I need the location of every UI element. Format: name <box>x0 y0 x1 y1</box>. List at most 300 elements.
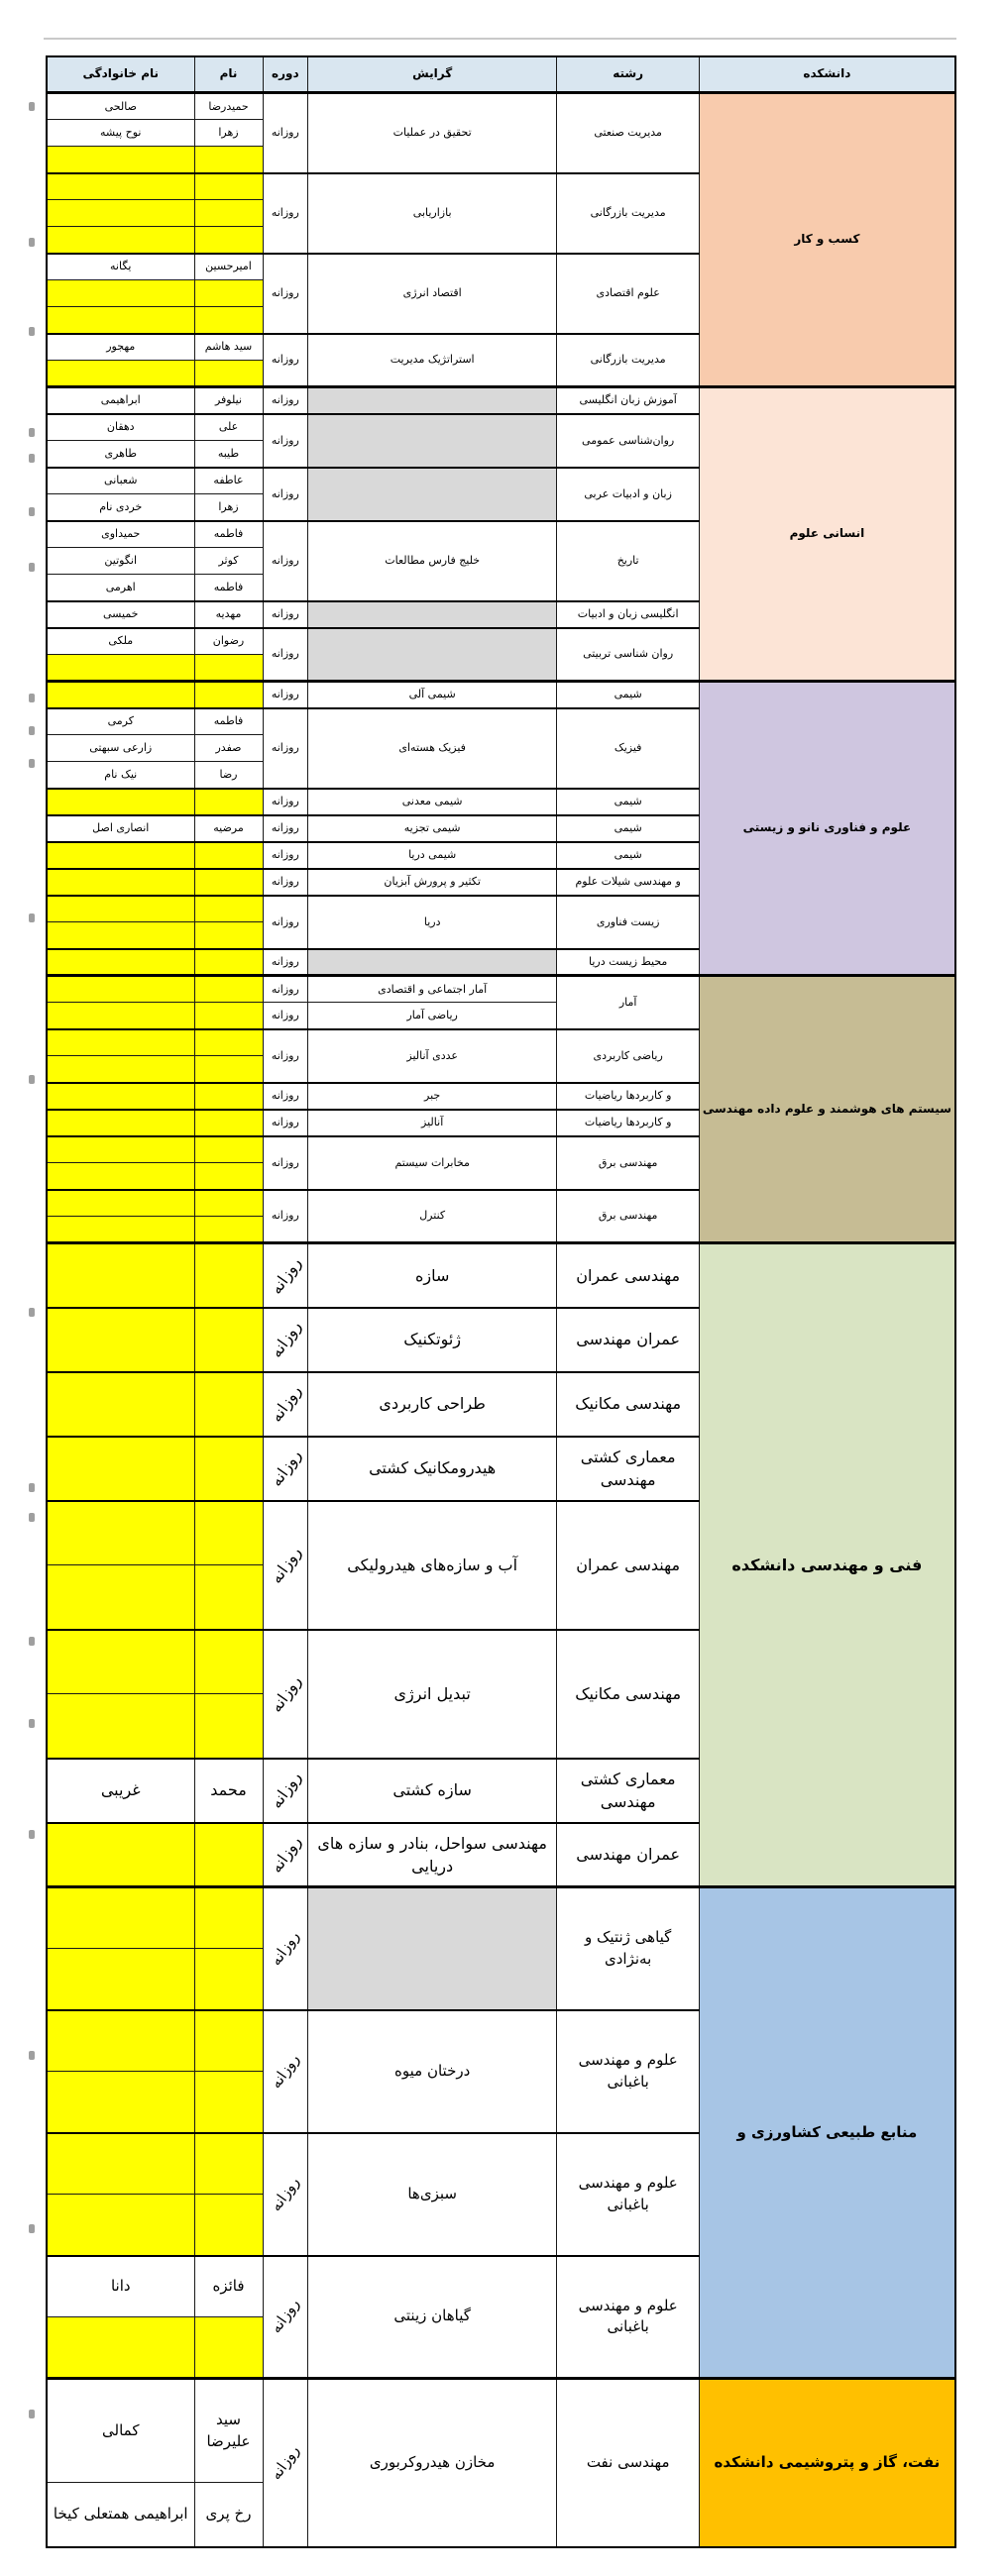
major-cell: آمار <box>557 976 700 1029</box>
col-header-faculty: دانشکده <box>700 56 955 93</box>
first-name-cell <box>194 200 263 227</box>
first-name-cell: مرضیه <box>194 815 263 842</box>
period-cell <box>263 1136 308 1190</box>
first-name-cell: رضا <box>194 762 263 789</box>
last-name-cell <box>47 682 194 708</box>
specialization-cell: سبزی‌ها <box>308 2133 557 2256</box>
margin-artifact <box>29 102 35 111</box>
period-cell <box>263 173 308 254</box>
first-name-cell <box>194 1630 263 1694</box>
period-cell <box>263 414 308 468</box>
first-name-cell <box>194 869 263 896</box>
margin-artifact <box>29 726 35 735</box>
period-label: روزانه <box>271 954 299 968</box>
last-name-cell <box>47 1437 194 1501</box>
period-cell <box>263 1110 308 1136</box>
margin-artifact <box>29 2051 35 2060</box>
period-label: روزانه <box>266 1927 303 1970</box>
period-label: روزانه <box>271 875 299 889</box>
period-label: روزانه <box>266 2295 303 2337</box>
last-name-cell <box>47 1949 194 2010</box>
first-name-cell <box>194 2195 263 2256</box>
first-name-cell: علی <box>194 414 263 441</box>
period-cell <box>263 976 308 1003</box>
major-cell: مهندسی عمران <box>557 1501 700 1630</box>
first-name-cell <box>194 2317 263 2379</box>
col-header-period: دوره <box>263 56 308 93</box>
specialization-cell <box>308 949 557 976</box>
specialization-cell <box>308 387 557 414</box>
major-cell: مهندسی عمران <box>557 1243 700 1308</box>
period-cell <box>263 708 308 789</box>
first-name-cell <box>194 1136 263 1163</box>
last-name-cell <box>47 2133 194 2195</box>
last-name-cell <box>47 147 194 173</box>
major-cell: فیزیک <box>557 708 700 789</box>
period-cell <box>263 869 308 896</box>
margin-artifact <box>29 1637 35 1646</box>
period-cell <box>263 1029 308 1083</box>
specialization-cell: هیدرومکانیک کشتی <box>308 1437 557 1501</box>
period-label: روزانه <box>271 286 299 300</box>
major-cell: و کاربردها ریاضیات <box>557 1083 700 1110</box>
specialization-cell: مخابرات سیستم <box>308 1136 557 1190</box>
specialization-cell: شیمی معدنی <box>308 789 557 815</box>
first-name-cell <box>194 1823 263 1887</box>
period-label: روزانه <box>271 393 299 407</box>
last-name-cell: ابراهیمی همتعلی کیخا <box>47 2483 194 2547</box>
first-name-cell <box>194 1949 263 2010</box>
margin-artifact <box>29 2224 35 2233</box>
period-label: روزانه <box>271 126 299 140</box>
col-header-first-name: نام <box>194 56 263 93</box>
last-name-cell: ابراهیمی <box>47 387 194 414</box>
header-row <box>47 56 955 93</box>
table-body <box>47 93 955 2547</box>
col-header-last-name: نام خانوادگی <box>47 56 194 93</box>
period-cell <box>263 789 308 815</box>
specialization-cell: آنالیز <box>308 1110 557 1136</box>
period-label: روزانه <box>271 688 299 701</box>
last-name-cell: نوح پیشه <box>47 120 194 147</box>
major-cell: علوم و مهندسی باغبانی <box>557 2256 700 2379</box>
major-cell: علوم و مهندسی باغبانی <box>557 2010 700 2133</box>
last-name-cell <box>47 1217 194 1243</box>
specialization-cell <box>308 1887 557 2010</box>
first-name-cell: عاطفه <box>194 468 263 494</box>
period-cell <box>263 1243 308 1308</box>
major-cell: و مهندسی شیلات علوم <box>557 869 700 896</box>
margin-artifact <box>29 694 35 702</box>
first-name-cell <box>194 1003 263 1029</box>
last-name-cell: مهجور <box>47 334 194 361</box>
last-name-cell: یگانه <box>47 254 194 280</box>
first-name-cell <box>194 896 263 922</box>
specialization-cell <box>308 628 557 682</box>
period-cell <box>263 1308 308 1372</box>
period-label: روزانه <box>266 1671 305 1716</box>
first-name-cell: فاطمه <box>194 575 263 601</box>
margin-artifact <box>29 327 35 336</box>
period-cell <box>263 1501 308 1630</box>
major-cell: مهندسی مکانیک <box>557 1630 700 1759</box>
major-cell: علوم و مهندسی باغبانی <box>557 2133 700 2256</box>
faculty-cell: انسانی علوم <box>700 387 955 682</box>
margin-artifact <box>29 1075 35 1084</box>
table-row <box>47 682 955 708</box>
period-cell <box>263 1823 308 1887</box>
period-label: روزانه <box>271 848 299 862</box>
period-cell <box>263 1083 308 1110</box>
last-name-cell <box>47 1501 194 1565</box>
first-name-cell <box>194 2010 263 2072</box>
last-name-cell <box>47 896 194 922</box>
major-cell: گیاهی ژنتیک و به‌نژادی <box>557 1887 700 2010</box>
last-name-cell <box>47 976 194 1003</box>
last-name-cell <box>47 1163 194 1190</box>
major-cell: عمران مهندسی <box>557 1823 700 1887</box>
table-row <box>47 93 955 120</box>
major-cell: معماری کشتی مهندسی <box>557 1759 700 1823</box>
period-label: روزانه <box>266 2173 303 2214</box>
last-name-cell: نیک نام <box>47 762 194 789</box>
col-header-spec: گرایش <box>308 56 557 93</box>
first-name-cell: محمد <box>194 1759 263 1823</box>
first-name-cell: فاطمه <box>194 521 263 548</box>
first-name-cell: امیرحسین <box>194 254 263 280</box>
period-label: روزانه <box>266 1317 305 1362</box>
period-label: روزانه <box>266 1768 305 1813</box>
first-name-cell <box>194 1565 263 1630</box>
specialization-cell: سازه <box>308 1243 557 1308</box>
first-name-cell <box>194 361 263 387</box>
period-label: روزانه <box>266 1543 305 1587</box>
major-cell: مدیریت بازرگانی <box>557 334 700 387</box>
period-label: روزانه <box>266 1832 305 1877</box>
first-name-cell: مهدیه <box>194 601 263 628</box>
period-label: روزانه <box>271 607 299 621</box>
specialization-cell: دریا <box>308 896 557 949</box>
period-label: روزانه <box>266 1446 305 1491</box>
period-cell <box>263 1437 308 1501</box>
last-name-cell <box>47 2195 194 2256</box>
specialization-cell: تحقیق در عملیات <box>308 93 557 173</box>
first-name-cell: طیبه <box>194 441 263 468</box>
specialization-cell: فیزیک هسته‌ای <box>308 708 557 789</box>
period-label: روزانه <box>271 1209 299 1223</box>
period-label: روزانه <box>271 1155 299 1169</box>
period-cell <box>263 254 308 334</box>
table-row <box>47 1243 955 1308</box>
period-label: روزانه <box>266 1253 305 1298</box>
last-name-cell <box>47 2072 194 2133</box>
period-label: روزانه <box>271 821 299 835</box>
table-row <box>47 387 955 414</box>
last-name-cell <box>47 1565 194 1630</box>
first-name-cell <box>194 1887 263 1949</box>
period-cell <box>263 815 308 842</box>
last-name-cell <box>47 1372 194 1437</box>
specialization-cell: درختان میوه <box>308 2010 557 2133</box>
first-name-cell <box>194 1501 263 1565</box>
specialization-cell: تکثیر و پرورش آبزیان <box>308 869 557 896</box>
last-name-cell <box>47 1823 194 1887</box>
first-name-cell: کوثر <box>194 548 263 575</box>
major-cell: انگلیسی زبان و ادبیات <box>557 601 700 628</box>
last-name-cell: ملکی <box>47 628 194 655</box>
last-name-cell <box>47 1056 194 1083</box>
major-cell: روان شناسی تربیتی <box>557 628 700 682</box>
major-cell: آموزش زبان انگلیسی <box>557 387 700 414</box>
first-name-cell <box>194 1083 263 1110</box>
last-name-cell <box>47 173 194 200</box>
first-name-cell <box>194 682 263 708</box>
last-name-cell <box>47 227 194 254</box>
period-label: روزانه <box>271 353 299 367</box>
first-name-cell <box>194 2072 263 2133</box>
period-label: روزانه <box>271 1008 299 1021</box>
last-name-cell: کمالی <box>47 2379 194 2483</box>
last-name-cell <box>47 789 194 815</box>
specialization-cell: شیمی تجزیه <box>308 815 557 842</box>
first-name-cell <box>194 1308 263 1372</box>
last-name-cell <box>47 1630 194 1694</box>
margin-artifact <box>29 1483 35 1492</box>
period-cell <box>263 601 308 628</box>
specialization-cell: آب و سازه‌های هیدرولیکی <box>308 1501 557 1630</box>
last-name-cell: صالحی <box>47 93 194 120</box>
margin-artifact <box>29 1513 35 1522</box>
major-cell: معماری کشتی مهندسی <box>557 1437 700 1501</box>
first-name-cell: زهرا <box>194 120 263 147</box>
last-name-cell <box>47 2317 194 2379</box>
period-cell <box>263 1190 308 1243</box>
first-name-cell: نیلوفر <box>194 387 263 414</box>
period-cell <box>263 1887 308 2010</box>
period-cell <box>263 2379 308 2547</box>
major-cell: شیمی <box>557 682 700 708</box>
table-row <box>47 1887 955 1949</box>
period-label: روزانه <box>271 206 299 220</box>
period-cell <box>263 2010 308 2133</box>
first-name-cell <box>194 1110 263 1136</box>
first-name-cell <box>194 1243 263 1308</box>
specialization-cell: بازاریابی <box>308 173 557 254</box>
specialization-cell: کنترل <box>308 1190 557 1243</box>
period-cell <box>263 521 308 601</box>
period-label: روزانه <box>271 982 299 996</box>
first-name-cell <box>194 1056 263 1083</box>
period-cell <box>263 2133 308 2256</box>
margin-artifact <box>29 1719 35 1728</box>
margin-artifact <box>29 428 35 437</box>
first-name-cell <box>194 2133 263 2195</box>
first-name-cell <box>194 976 263 1003</box>
cropped-row-divider <box>44 38 956 40</box>
first-name-cell <box>194 1372 263 1437</box>
major-cell: مهندسی مکانیک <box>557 1372 700 1437</box>
margin-artifact <box>29 913 35 922</box>
table-row <box>47 2379 955 2483</box>
major-cell: ریاضی کاربردی <box>557 1029 700 1083</box>
faculty-cell: منابع طبیعی کشاورزی و <box>700 1887 955 2379</box>
first-name-cell: رخ پری <box>194 2483 263 2547</box>
period-label: روزانه <box>266 2050 303 2092</box>
first-name-cell <box>194 173 263 200</box>
first-name-cell <box>194 147 263 173</box>
major-cell: شیمی <box>557 789 700 815</box>
faculty-cell: کسب و کار <box>700 93 955 387</box>
last-name-cell: دانا <box>47 2256 194 2317</box>
last-name-cell: حمیداوی <box>47 521 194 548</box>
first-name-cell <box>194 227 263 254</box>
last-name-cell <box>47 1243 194 1308</box>
first-name-cell <box>194 1217 263 1243</box>
specialization-cell: جبر <box>308 1083 557 1110</box>
first-name-cell <box>194 1437 263 1501</box>
last-name-cell: کرمی <box>47 708 194 735</box>
major-cell: عمران مهندسی <box>557 1308 700 1372</box>
first-name-cell: حمیدرضا <box>194 93 263 120</box>
specialization-cell: تبدیل انرژی <box>308 1630 557 1759</box>
first-name-cell <box>194 1029 263 1056</box>
admissions-table <box>46 55 956 2548</box>
first-name-cell <box>194 922 263 949</box>
period-cell <box>263 1372 308 1437</box>
margin-artifact <box>29 2410 35 2418</box>
major-cell: زبان و ادبیات عربی <box>557 468 700 521</box>
first-name-cell <box>194 307 263 334</box>
last-name-cell <box>47 1694 194 1759</box>
last-name-cell: اهرمی <box>47 575 194 601</box>
last-name-cell <box>47 1136 194 1163</box>
faculty-cell: فنی و مهندسی دانشکده <box>700 1243 955 1887</box>
period-cell <box>263 1003 308 1029</box>
last-name-cell <box>47 1308 194 1372</box>
last-name-cell <box>47 1190 194 1217</box>
last-name-cell <box>47 949 194 976</box>
period-cell <box>263 949 308 976</box>
period-cell <box>263 334 308 387</box>
period-label: روزانه <box>271 914 299 928</box>
last-name-cell <box>47 869 194 896</box>
period-cell <box>263 387 308 414</box>
last-name-cell: خردی نام <box>47 494 194 521</box>
first-name-cell: زهرا <box>194 494 263 521</box>
first-name-cell <box>194 280 263 307</box>
specialization-cell: استراتژیک مدیریت <box>308 334 557 387</box>
period-cell <box>263 93 308 173</box>
major-cell: مهندسی برق <box>557 1190 700 1243</box>
period-label: روزانه <box>271 795 299 808</box>
last-name-cell: دهقان <box>47 414 194 441</box>
specialization-cell: مهندسی سواحل، بنادر و سازه های دریایی <box>308 1823 557 1887</box>
period-cell <box>263 842 308 869</box>
specialization-cell <box>308 601 557 628</box>
last-name-cell <box>47 1887 194 1949</box>
last-name-cell <box>47 1003 194 1029</box>
major-cell: محیط زیست دریا <box>557 949 700 976</box>
major-cell: شیمی <box>557 842 700 869</box>
period-label: روزانه <box>271 741 299 755</box>
last-name-cell: خمیسی <box>47 601 194 628</box>
last-name-cell <box>47 2010 194 2072</box>
admissions-table-wrap <box>46 55 956 2548</box>
faculty-cell: سیستم های هوشمند و علوم داده مهندسی <box>700 976 955 1243</box>
major-cell: شیمی <box>557 815 700 842</box>
major-cell: تاریخ <box>557 521 700 601</box>
last-name-cell: انصاری اصل <box>47 815 194 842</box>
first-name-cell: رضوان <box>194 628 263 655</box>
major-cell: مهندسی نفت <box>557 2379 700 2547</box>
margin-artifact <box>29 1830 35 1839</box>
last-name-cell: انگوتین <box>47 548 194 575</box>
first-name-cell <box>194 1163 263 1190</box>
major-cell: و کاربردها ریاضیات <box>557 1110 700 1136</box>
margin-artifact <box>29 563 35 572</box>
first-name-cell <box>194 949 263 976</box>
last-name-cell: شعبانی <box>47 468 194 494</box>
col-header-major: رشته <box>557 56 700 93</box>
specialization-cell: شیمی آلی <box>308 682 557 708</box>
last-name-cell: زارعی سبهتی <box>47 735 194 762</box>
period-label: روزانه <box>271 486 299 500</box>
last-name-cell: طاهری <box>47 441 194 468</box>
period-label: روزانه <box>271 433 299 447</box>
first-name-cell: سید علیرضا <box>194 2379 263 2483</box>
specialization-cell <box>308 414 557 468</box>
period-cell <box>263 468 308 521</box>
last-name-cell <box>47 1029 194 1056</box>
period-cell <box>263 2256 308 2379</box>
period-cell <box>263 896 308 949</box>
faculty-cell: نفت، گاز و پتروشیمی دانشکده <box>700 2379 955 2547</box>
first-name-cell <box>194 655 263 682</box>
period-label: روزانه <box>271 554 299 568</box>
major-cell: مدیریت بازرگانی <box>557 173 700 254</box>
table-row <box>47 976 955 1003</box>
specialization-cell <box>308 468 557 521</box>
first-name-cell: فائزه <box>194 2256 263 2317</box>
period-label: روزانه <box>271 1116 299 1129</box>
major-cell: مهندسی برق <box>557 1136 700 1190</box>
specialization-cell: مخازن هیدروکربوری <box>308 2379 557 2547</box>
major-cell: علوم اقتصادی <box>557 254 700 334</box>
specialization-cell: آمار اجتماعی و اقتصادی <box>308 976 557 1003</box>
period-label: روزانه <box>271 647 299 661</box>
first-name-cell: سید هاشم <box>194 334 263 361</box>
margin-artifact <box>29 507 35 516</box>
specialization-cell: ریاضی آمار <box>308 1003 557 1029</box>
last-name-cell <box>47 307 194 334</box>
last-name-cell <box>47 280 194 307</box>
first-name-cell <box>194 1190 263 1217</box>
last-name-cell <box>47 655 194 682</box>
specialization-cell: ژئوتکنیک <box>308 1308 557 1372</box>
period-label: روزانه <box>271 1048 299 1062</box>
period-cell <box>263 628 308 682</box>
margin-artifact <box>29 238 35 247</box>
margin-artifact <box>29 759 35 768</box>
period-label: روزانه <box>266 2441 303 2484</box>
first-name-cell <box>194 842 263 869</box>
major-cell: مدیریت صنعتی <box>557 93 700 173</box>
specialization-cell: شیمی دریا <box>308 842 557 869</box>
last-name-cell <box>47 200 194 227</box>
period-cell <box>263 682 308 708</box>
last-name-cell: غریبی <box>47 1759 194 1823</box>
specialization-cell: اقتصاد انرژی <box>308 254 557 334</box>
